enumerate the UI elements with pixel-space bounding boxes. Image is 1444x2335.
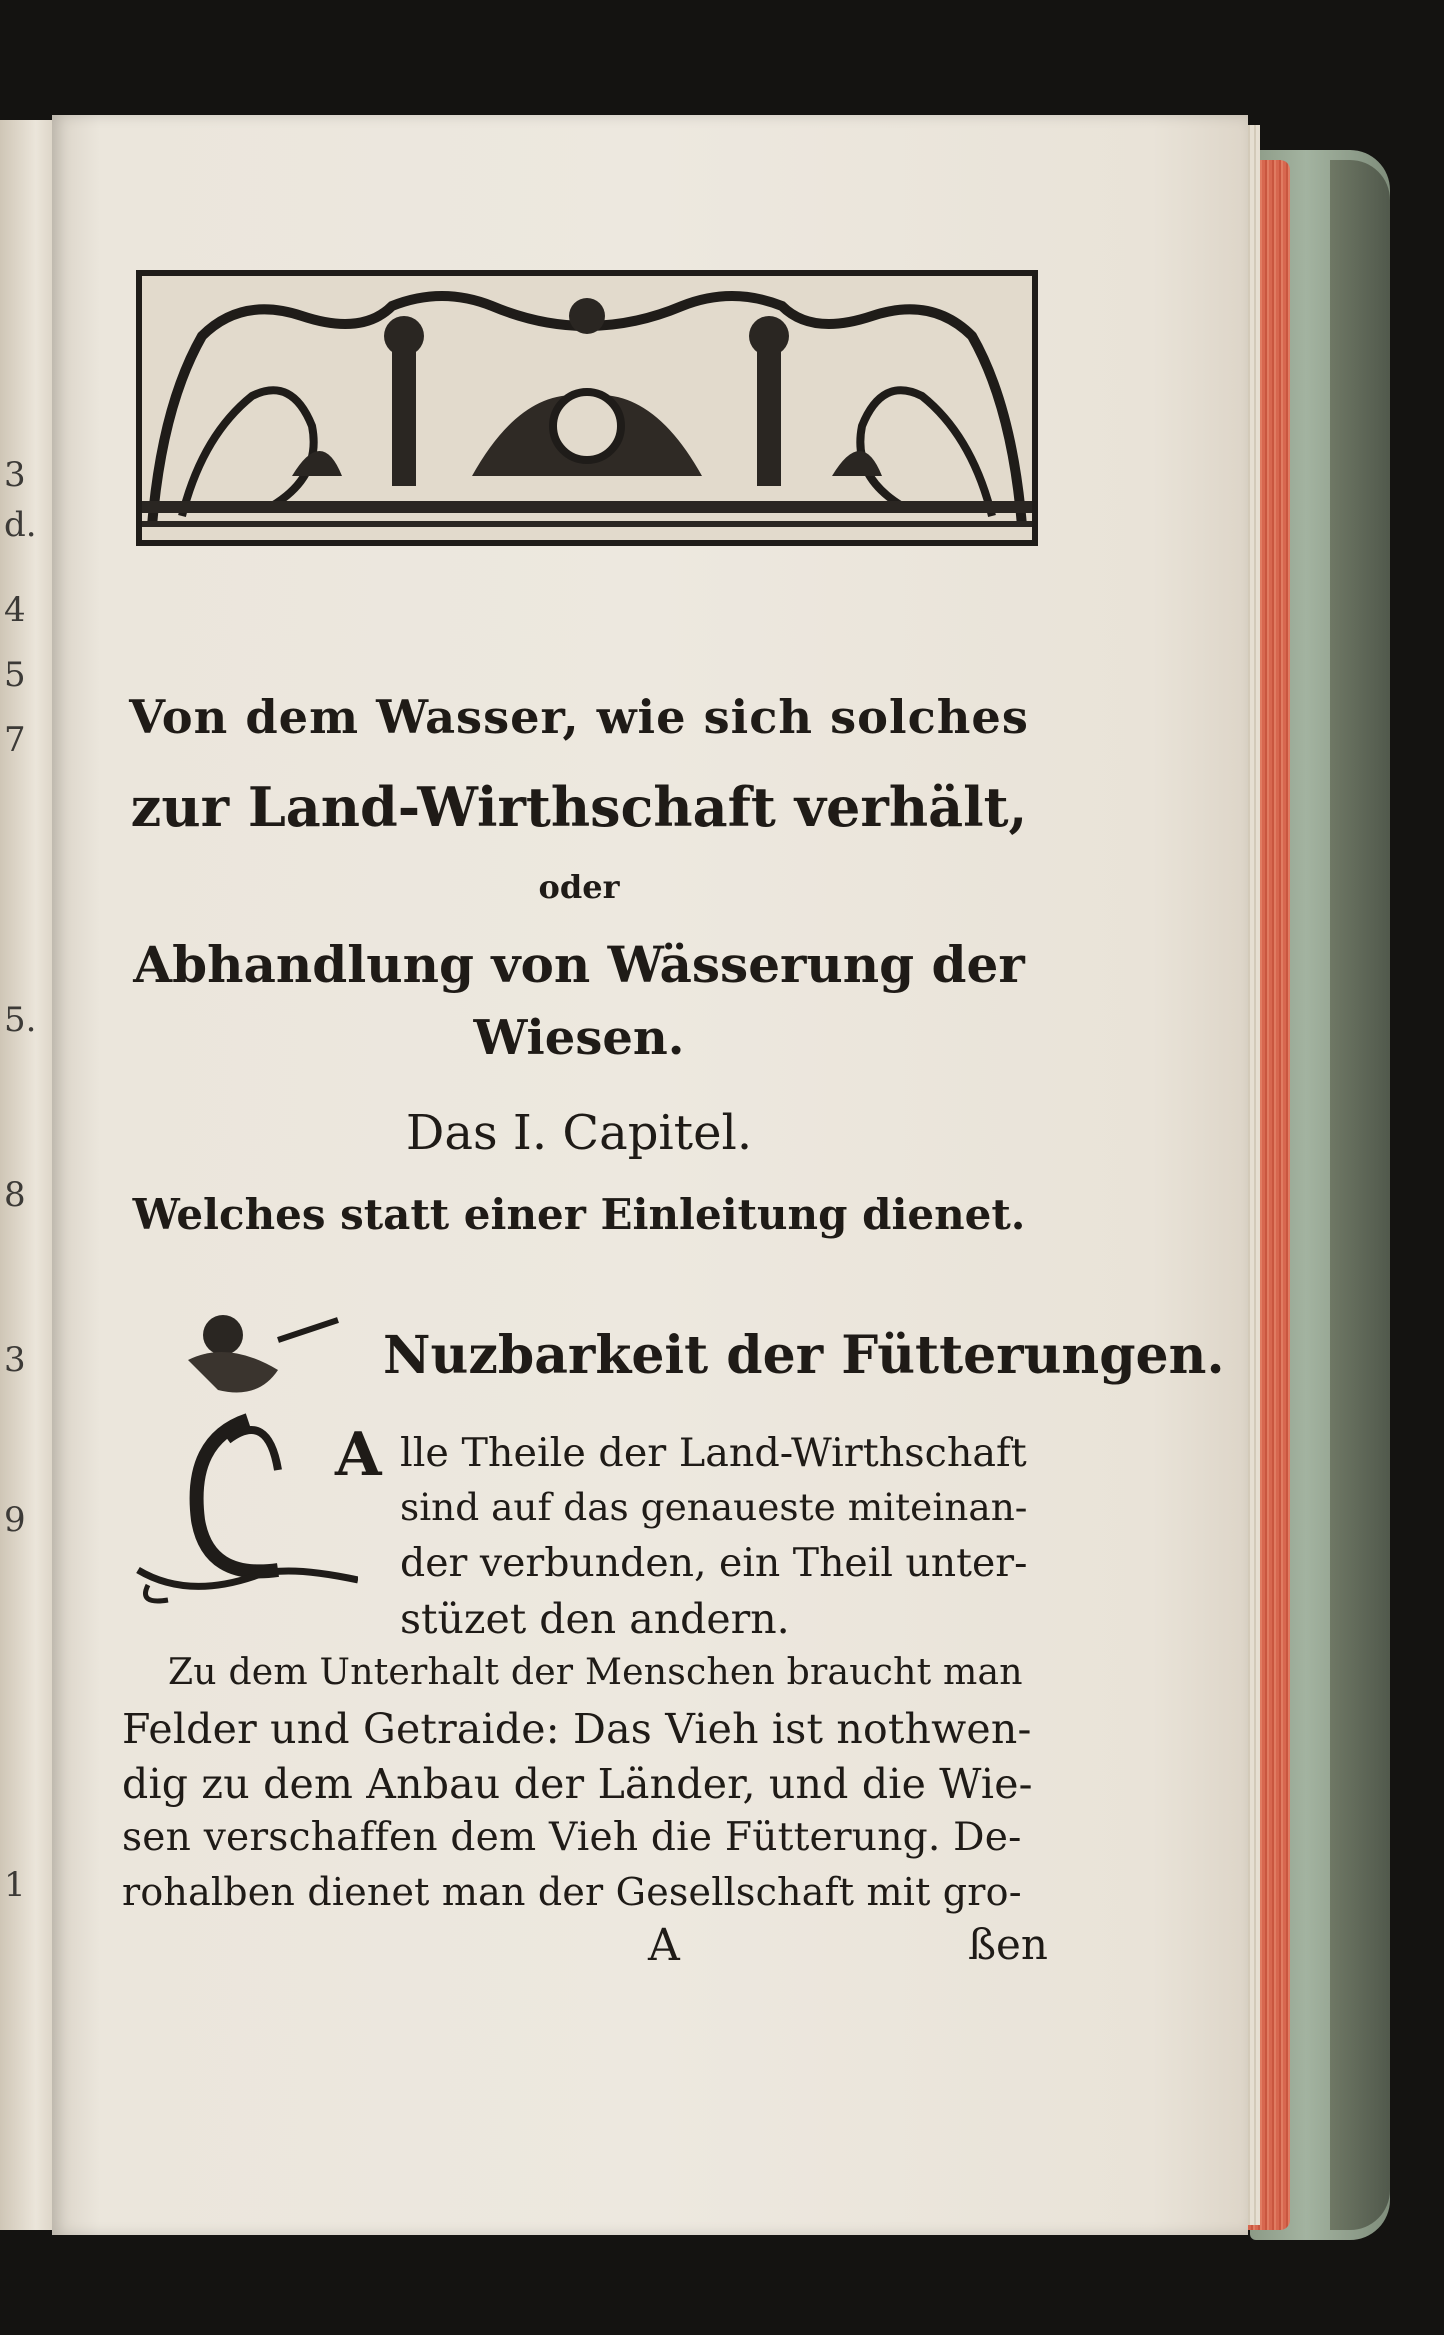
left-margin-mark: 3 <box>4 1340 26 1380</box>
paragraph1-line: sind auf das genaueste miteinan- <box>400 1485 1028 1529</box>
title-line-2: zur Land-Wirthschaft verhält, <box>130 775 1028 839</box>
catchword: ßen <box>968 1920 1048 1969</box>
chapter-heading: Das I. Capitel. <box>405 1105 753 1161</box>
book-cover-edge <box>1330 160 1390 2230</box>
title-line-4: Wiesen. <box>473 1010 685 1066</box>
left-margin-mark: 3 <box>4 455 26 495</box>
paragraph2-line: sen verschaffen dem Vieh die Fütterung. De- <box>122 1815 1022 1860</box>
paragraph2-line: Zu dem Unterhalt der Menschen braucht man <box>168 1650 1023 1693</box>
ornamental-headpiece <box>136 270 1038 546</box>
signature-mark: A <box>648 1920 680 1971</box>
paragraph1-line: lle Theile der Land-Wirthschaft <box>400 1430 1027 1476</box>
drop-capital: A <box>335 1420 382 1490</box>
left-margin-mark: 7 <box>4 720 26 760</box>
left-page-edge <box>0 120 60 2230</box>
paragraph2-line: Felder und Getraide: Das Vieh ist nothwen- <box>122 1705 1032 1753</box>
title-line-1: Von dem Wasser, wie sich solches <box>129 690 1029 744</box>
decorated-initial-illustration <box>128 1300 358 1630</box>
title-connector: oder <box>538 868 620 906</box>
paragraph2-line: rohalben dienet man der Gesellschaft mit gro- <box>122 1870 1022 1914</box>
title-line-3: Abhandlung von Wässerung der <box>133 935 1025 994</box>
left-margin-mark: 1 <box>4 1865 26 1905</box>
paragraph1-line: der verbunden, ein Theil unter- <box>400 1540 1028 1586</box>
left-margin-mark: 8 <box>4 1175 26 1215</box>
chapter-subheading: Welches statt einer Einleitung dienet. <box>132 1190 1026 1239</box>
left-margin-mark: 5. <box>4 1000 37 1040</box>
left-margin-mark: 4 <box>4 590 26 630</box>
paragraph2-line: dig zu dem Anbau der Länder, und die Wie- <box>122 1760 1033 1808</box>
paragraph1-line: stüzet den andern. <box>400 1595 790 1643</box>
marginal-heading: Nuzbarkeit der Fütterungen. <box>383 1325 1225 1386</box>
left-margin-mark: 9 <box>4 1500 26 1540</box>
left-margin-mark: d. <box>4 505 37 545</box>
left-margin-mark: 5 <box>4 655 26 695</box>
